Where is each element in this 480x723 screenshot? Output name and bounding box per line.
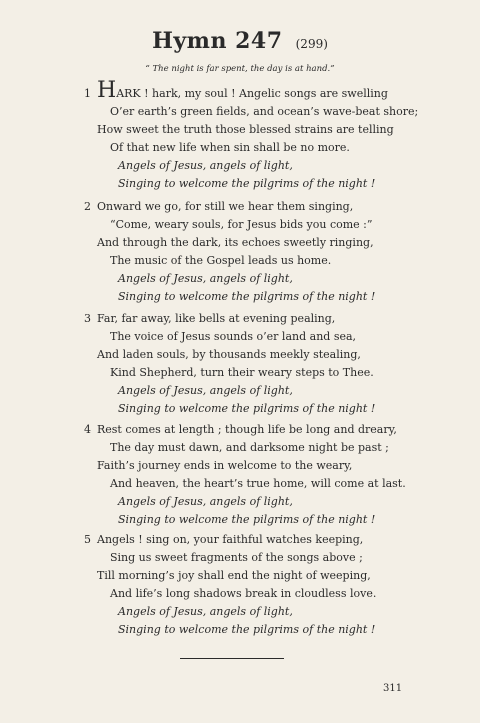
hymn-title: Hymn 247 bbox=[152, 28, 283, 54]
verse-line: Till morning’s joy shall end the night of weeping, bbox=[97, 569, 371, 582]
verse-number: 3 bbox=[84, 312, 91, 325]
verse-line: And heaven, the heart’s true home, will come at last. bbox=[110, 477, 406, 490]
refrain-line: Singing to welcome the pilgrims of the night ! bbox=[118, 513, 376, 526]
verse-line: Of that new life when sin shall be no more. bbox=[110, 141, 350, 154]
verse-2 bbox=[84, 198, 464, 306]
refrain-line: Angels of Jesus, angels of light, bbox=[118, 384, 293, 397]
page-number: 311 bbox=[383, 683, 403, 694]
verse-line: Onward we go, for still we hear them singing, bbox=[97, 200, 354, 213]
verse-3 bbox=[84, 310, 464, 418]
verse-4 bbox=[84, 421, 464, 529]
verse-number: 1 bbox=[84, 87, 91, 100]
verse-line: “Come, weary souls, for Jesus bids you come :” bbox=[110, 218, 373, 231]
verse-1 bbox=[84, 78, 464, 193]
refrain-line: Angels of Jesus, angels of light, bbox=[118, 159, 293, 172]
verse-line: And life’s long shadows break in cloudless love. bbox=[110, 587, 377, 600]
verse-line: And laden souls, by thousands meekly stealing, bbox=[97, 348, 361, 361]
tune-number: (299) bbox=[295, 37, 328, 51]
verse-line: Kind Shepherd, turn their weary steps to Thee. bbox=[110, 366, 374, 379]
verse-line: The music of the Gospel leads us home. bbox=[110, 254, 332, 267]
drop-cap: H bbox=[97, 78, 117, 103]
verse-number: 5 bbox=[84, 533, 91, 546]
refrain-line: Angels of Jesus, angels of light, bbox=[118, 495, 293, 508]
verse-number: 2 bbox=[84, 200, 91, 213]
epigraph: “ The night is far spent, the day is at hand.” bbox=[145, 64, 335, 74]
refrain-line: Singing to welcome the pilgrims of the night ! bbox=[118, 623, 376, 636]
refrain-line: Angels of Jesus, angels of light, bbox=[118, 605, 293, 618]
verse-line: Rest comes at length ; though life be long and dreary, bbox=[97, 423, 397, 436]
verse-line: ARK ! hark, my soul ! Angelic songs are swelling bbox=[116, 87, 388, 100]
verse-line: Faith’s journey ends in welcome to the weary, bbox=[97, 459, 353, 472]
verse-line: And through the dark, its echoes sweetly ringing, bbox=[97, 236, 374, 249]
verse-line: Angels ! sing on, your faithful watches keeping, bbox=[97, 533, 364, 546]
verse-line: Far, far away, like bells at evening pealing, bbox=[97, 312, 336, 325]
divider-rule bbox=[180, 658, 284, 659]
verse-number: 4 bbox=[84, 423, 91, 436]
refrain-line: Angels of Jesus, angels of light, bbox=[118, 272, 293, 285]
verse-line: The voice of Jesus sounds o’er land and sea, bbox=[110, 330, 357, 343]
verse-5 bbox=[84, 531, 464, 639]
hymn-header bbox=[0, 28, 480, 54]
verse-line: O’er earth’s green fields, and ocean’s wave-beat shore; bbox=[110, 105, 419, 118]
refrain-line: Singing to welcome the pilgrims of the night ! bbox=[118, 177, 376, 190]
refrain-line: Singing to welcome the pilgrims of the night ! bbox=[118, 402, 376, 415]
verse-line: The day must dawn, and darksome night be past ; bbox=[110, 441, 389, 454]
verse-line: How sweet the truth those blessed strains are telling bbox=[97, 123, 394, 136]
refrain-line: Singing to welcome the pilgrims of the night ! bbox=[118, 290, 376, 303]
verse-line: Sing us sweet fragments of the songs above ; bbox=[110, 551, 363, 564]
